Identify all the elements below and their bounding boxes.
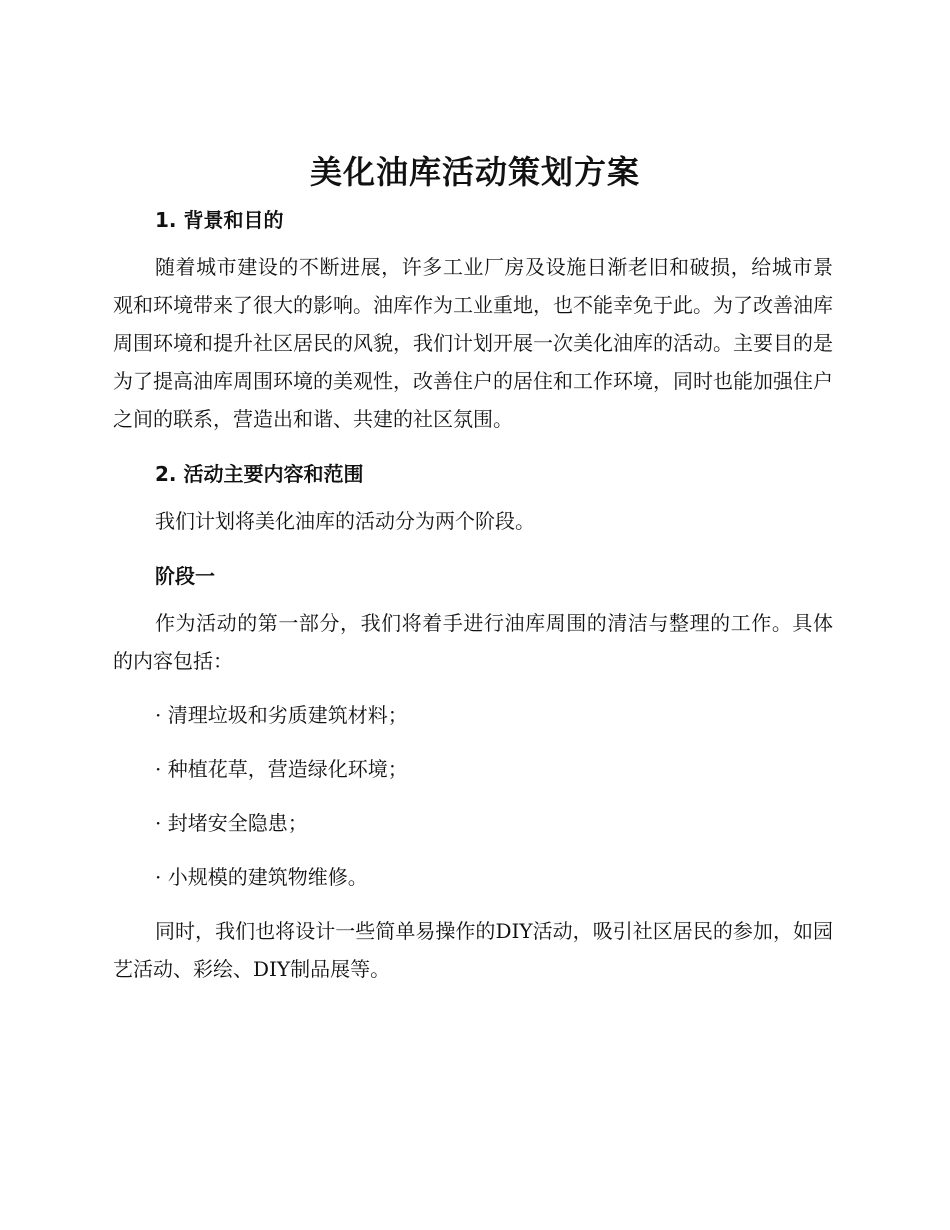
section-heading-background: 1. 背景和目的 bbox=[155, 208, 284, 232]
list-item: · 封堵安全隐患； bbox=[155, 811, 308, 835]
background-paragraph: 随着城市建设的不断进展，许多工业厂房及设施日渐老旧和破损，给城市景观和环境带来了很大的影响。油库作为工业重地，也不能幸免于此。为了改善油库周围环境和提升社区居民的风貌，我们计划开展一次美化油库的活动。主要目的是为了提高油库周围环境的美观性，改善住户的居住和工作环境，同时也能加强住户之间的联系，营造出和谐、共建的社区氛围。 bbox=[113, 255, 833, 431]
list-item: · 种植花草，营造绿化环境； bbox=[155, 757, 408, 781]
list-item: · 小规模的建筑物维修。 bbox=[155, 865, 368, 889]
stage-one-paragraph: 作为活动的第一部分，我们将着手进行油库周围的清洁与整理的工作。具体的内容包括： bbox=[113, 611, 833, 673]
section-heading-content-scope: 2. 活动主要内容和范围 bbox=[155, 462, 364, 486]
stage-one-heading: 阶段一 bbox=[155, 564, 215, 588]
list-item: · 清理垃圾和劣质建筑材料； bbox=[155, 703, 408, 727]
document-body bbox=[113, 200, 833, 988]
stages-intro-paragraph: 我们计划将美化油库的活动分为两个阶段。 bbox=[155, 509, 535, 533]
document-title: 美化油库活动策划方案 bbox=[309, 153, 640, 191]
diy-activities-paragraph: 同时，我们也将设计一些简单易操作的DIY活动，吸引社区居民的参加，如园艺活动、彩绘、DIY制品展等。 bbox=[113, 919, 833, 981]
